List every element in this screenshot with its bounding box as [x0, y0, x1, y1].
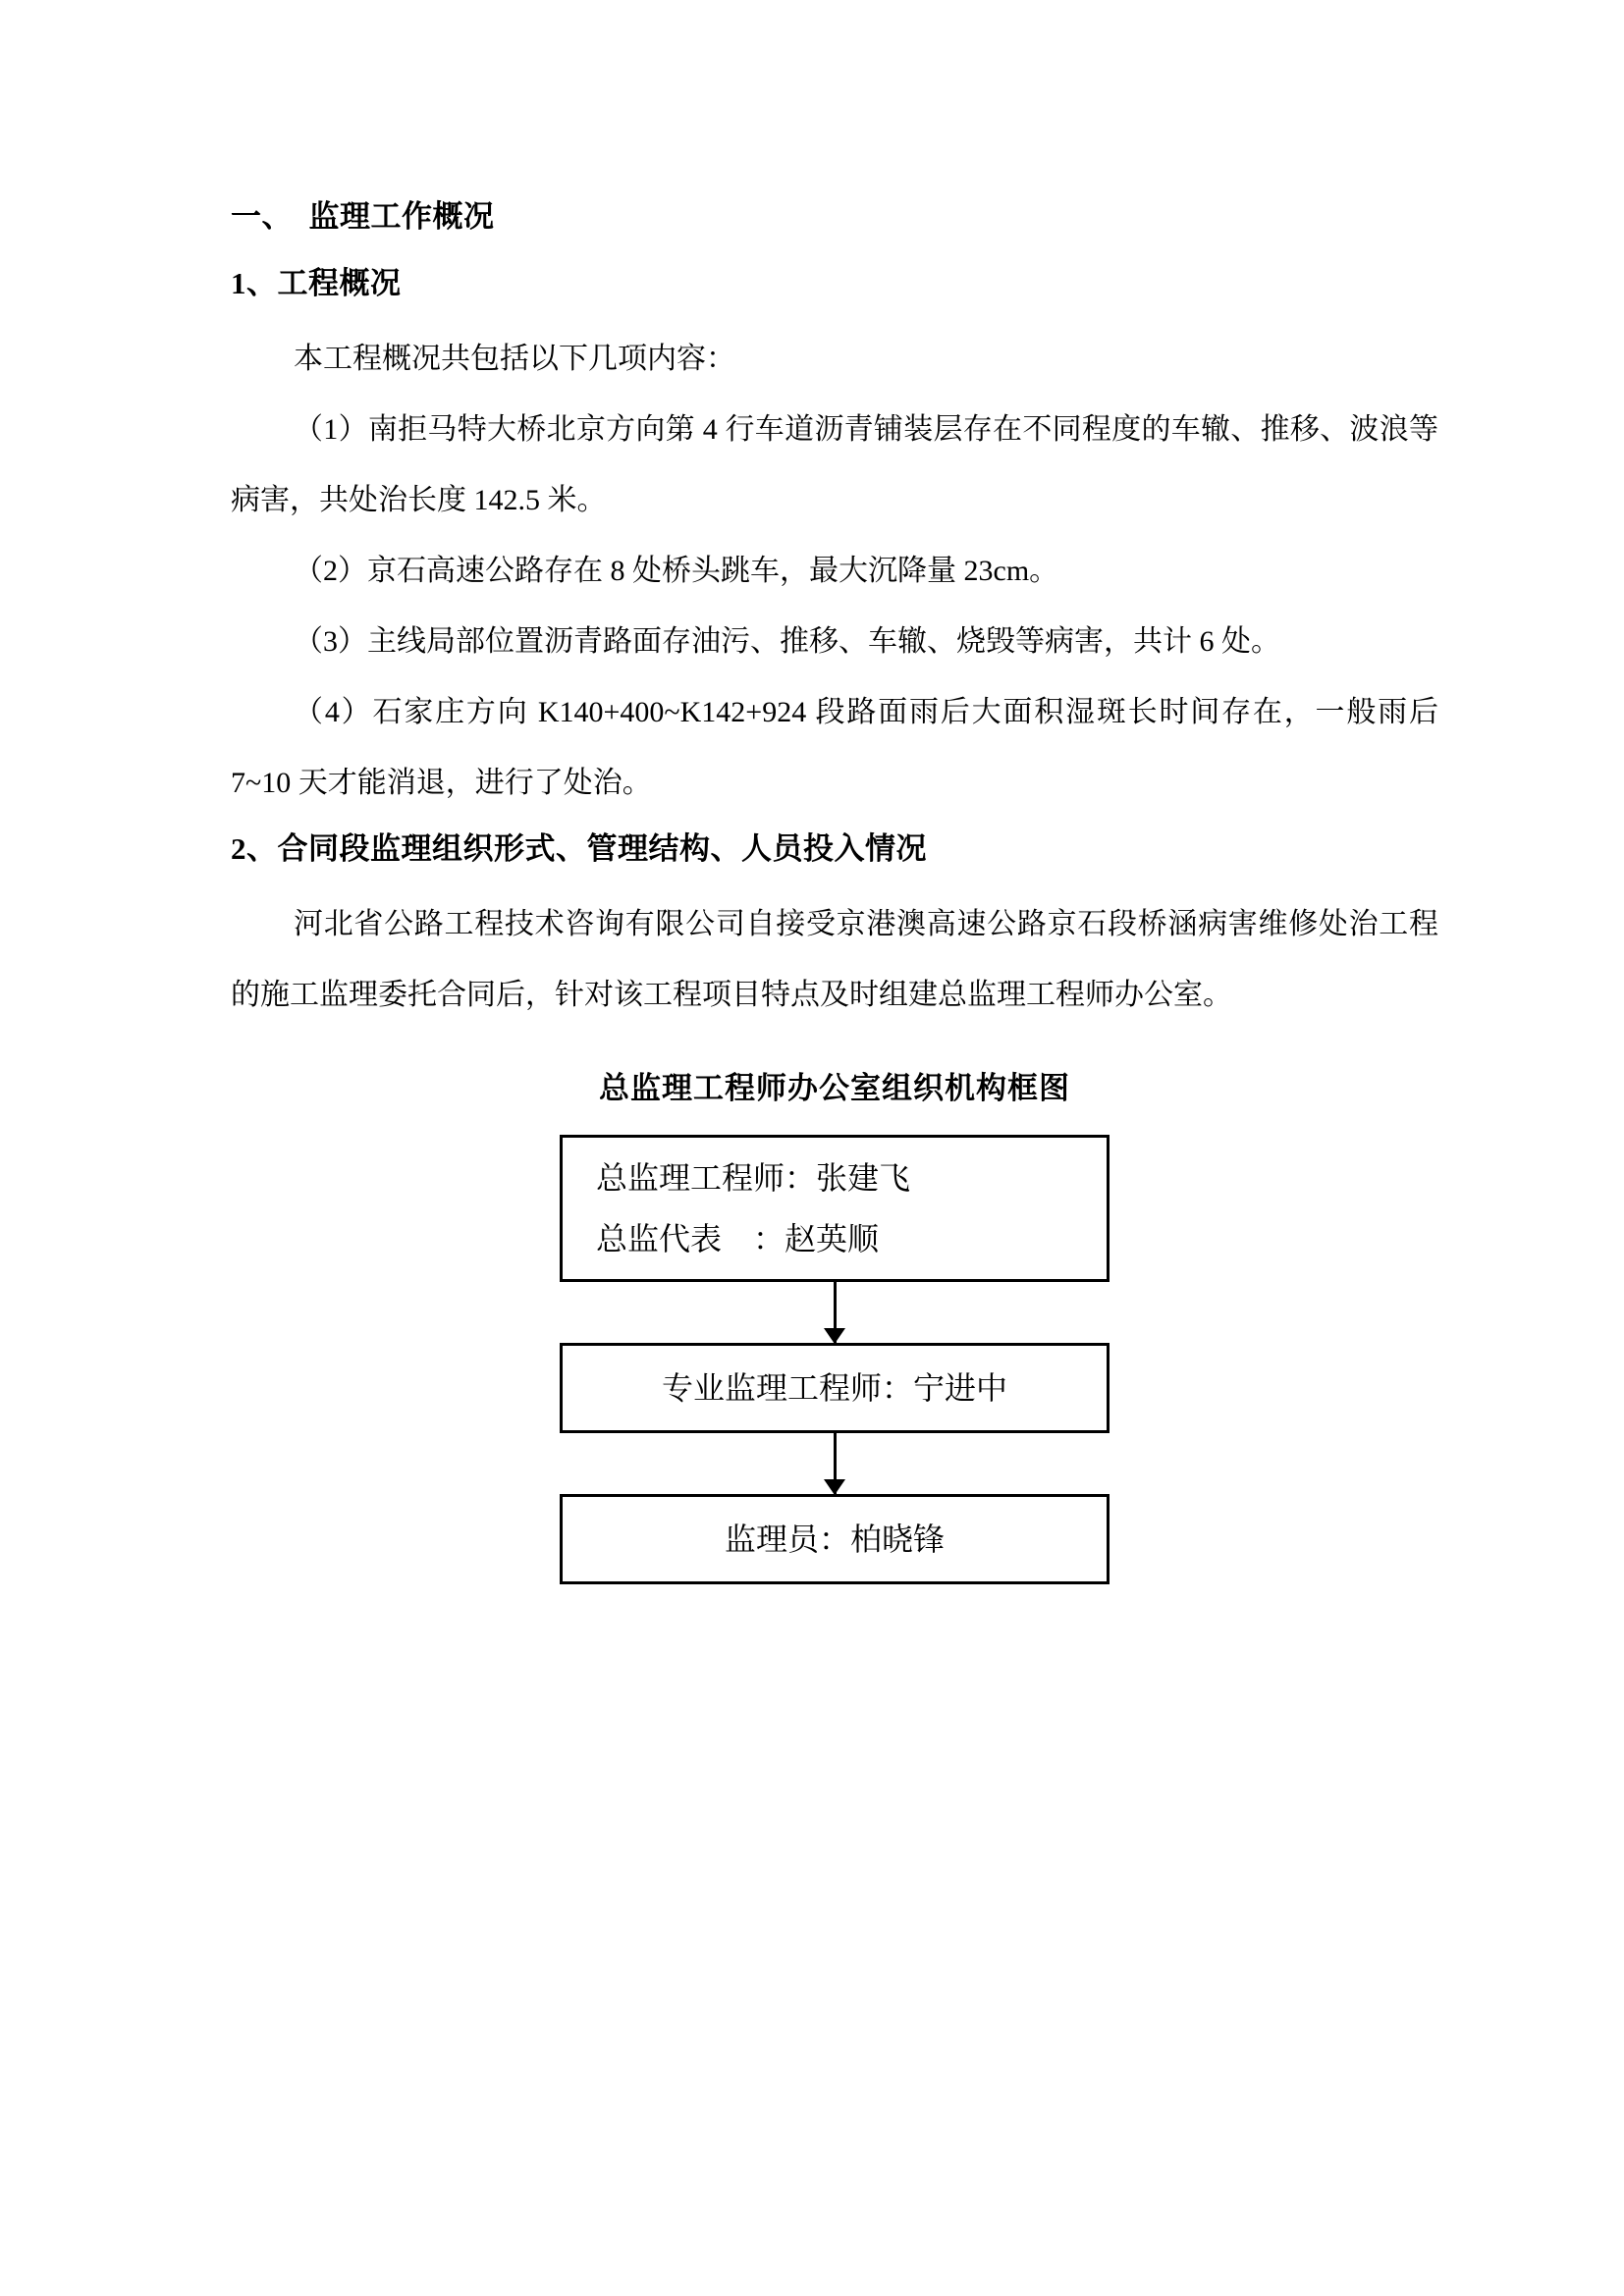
paragraph-item-3: （3）主线局部位置沥青路面存油污、推移、车辙、烧毁等病害，共计 6 处。	[294, 625, 1280, 658]
org-box3-line: 监理员：柏晓锋	[724, 1522, 945, 1557]
paragraph-item-1: （1）南拒马特大桥北京方向第 4 行车道沥青铺装层存在不同程度的车辙、推移、波浪等病害，共处治长度 142.5 米。	[231, 413, 1438, 516]
paragraph-org-intro: 河北省公路工程技术咨询有限公司自接受京港澳高速公路京石段桥涵病害维修处治工程的施工监理委托合同后，针对该工程项目特点及时组建总监理工程师办公室。	[231, 908, 1438, 1011]
arrow-down-icon-1	[834, 1282, 837, 1343]
org-box1-line1: 总监理工程师：张建飞	[596, 1160, 911, 1196]
paragraph-item-2: （2）京石高速公路存在 8 处桥头跳车，最大沉降量 23cm。	[294, 555, 1059, 587]
org-box-professional-engineer	[560, 1343, 1110, 1433]
paragraph-item-4: （4）石家庄方向 K140+400~K142+924 段路面雨后大面积湿斑长时间存在，一般雨后 7~10 天才能消退，进行了处治。	[231, 696, 1438, 799]
org-chart-title: 总监理工程师办公室组织机构框图	[599, 1071, 1070, 1105]
org-box-supervisor	[560, 1494, 1110, 1584]
org-box1-line2: 总监代表 ：赵英顺	[596, 1221, 880, 1256]
org-box2-line: 专业监理工程师：宁进中	[661, 1370, 1007, 1406]
document-body	[231, 187, 1438, 1584]
heading-sub-1: 1、工程概况	[231, 266, 402, 300]
org-chart	[231, 1064, 1438, 1584]
org-box-chief-supervisor	[560, 1135, 1110, 1282]
arrow-down-icon-2	[834, 1433, 837, 1494]
paragraph-intro: 本工程概况共包括以下几项内容：	[294, 343, 735, 375]
heading-section-1: 一、 监理工作概况	[231, 199, 495, 234]
heading-sub-2: 2、合同段监理组织形式、管理结构、人员投入情况	[231, 831, 927, 866]
